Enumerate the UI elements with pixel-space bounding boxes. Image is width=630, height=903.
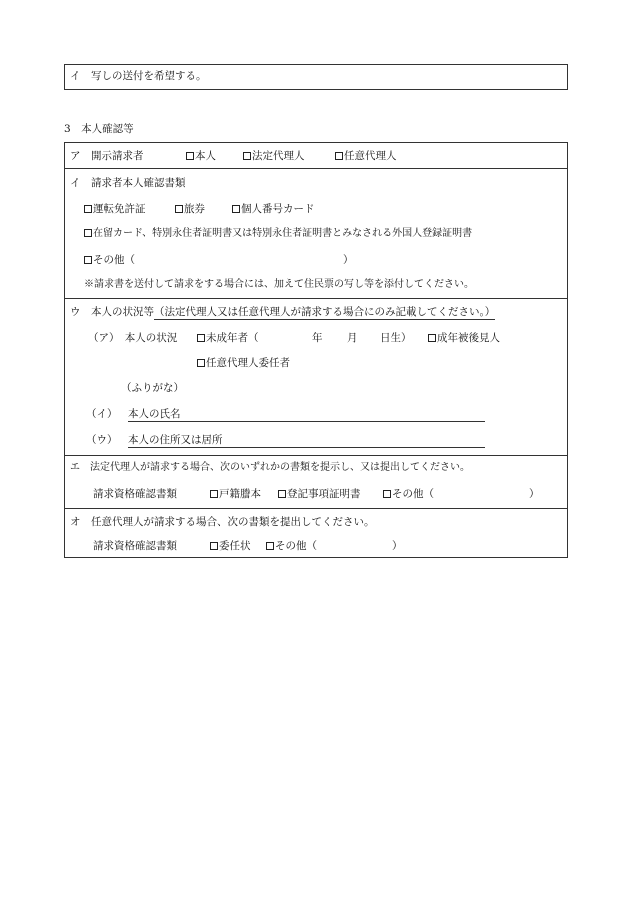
- id-docs-title: イ 請求者本人確認書類: [70, 177, 186, 189]
- id-doc-note: ※請求書を送付して請求をする場合には、加えて住民票の写し等を添付してください。: [84, 279, 474, 290]
- name-label: 本人の氏名: [128, 408, 181, 420]
- legal-doc-other-close: ）: [529, 488, 540, 500]
- requester-option-voluntary-agent[interactable]: 任意代理人: [335, 151, 397, 162]
- birth-year-unit: 年: [312, 332, 323, 344]
- address-index: （ウ）: [86, 434, 118, 446]
- checkbox[interactable]: [84, 205, 92, 213]
- id-doc-passport[interactable]: 旅券: [175, 204, 205, 215]
- checkbox[interactable]: [232, 205, 240, 213]
- voluntary-doc-other-close: ）: [392, 540, 403, 552]
- checkbox[interactable]: [175, 205, 183, 213]
- checkbox[interactable]: [266, 542, 274, 550]
- id-doc-residence-card[interactable]: 在留カード、特別永住者証明書又は特別永住者証明書とみなされる外国人登録証明書: [84, 229, 472, 239]
- requester-option-self[interactable]: 本人: [186, 151, 216, 162]
- birth-month-unit: 月: [347, 332, 358, 344]
- checkbox[interactable]: [278, 490, 286, 498]
- status-title-text: ウ 本人の状況等: [70, 306, 154, 318]
- section3-heading: 3 本人確認等: [64, 123, 134, 135]
- row-divider: [64, 508, 568, 509]
- checkbox[interactable]: [197, 359, 205, 367]
- checkbox[interactable]: [383, 490, 391, 498]
- status-label: （ア） 本人の状況: [88, 332, 178, 344]
- voluntary-agent-instructions: オ 任意代理人が請求する場合、次の書類を提出してください。: [70, 516, 375, 528]
- requester-label: ア 開示請求者: [70, 150, 144, 162]
- legal-agent-instructions: エ 法定代理人が請求する場合、次のいずれかの書類を提示し、又は提出してください。: [70, 462, 470, 473]
- voluntary-agent-docs-label: 請求資格確認書類: [93, 540, 177, 552]
- legal-agent-docs-label: 請求資格確認書類: [93, 488, 177, 500]
- checkbox[interactable]: [243, 152, 251, 160]
- id-doc-mynumber[interactable]: 個人番号カード: [232, 204, 315, 215]
- checkbox[interactable]: [84, 229, 92, 237]
- row-divider: [64, 298, 568, 299]
- id-doc-other-close: ）: [343, 254, 354, 266]
- checkbox[interactable]: [335, 152, 343, 160]
- name-field[interactable]: [128, 421, 485, 422]
- send-copy-text: イ 写しの送付を希望する。: [70, 70, 207, 82]
- requester-option-legal-agent[interactable]: 法定代理人: [243, 151, 305, 162]
- name-index: （イ）: [86, 408, 118, 420]
- checkbox[interactable]: [186, 152, 194, 160]
- id-doc-license[interactable]: 運転免許証: [84, 204, 146, 215]
- status-title: [70, 307, 495, 318]
- legal-doc-family-register[interactable]: 戸籍謄本: [210, 489, 261, 500]
- id-doc-other[interactable]: その他（: [84, 255, 135, 266]
- address-field[interactable]: [128, 447, 485, 448]
- checkbox[interactable]: [84, 256, 92, 264]
- status-option-proxy[interactable]: 任意代理人委任者: [197, 358, 290, 369]
- status-title-note: （法定代理人又は任意代理人が請求する場合にのみ記載してください。）: [154, 306, 496, 318]
- status-option-minor[interactable]: 未成年者（: [197, 333, 259, 344]
- legal-doc-other[interactable]: その他（: [383, 489, 434, 500]
- checkbox[interactable]: [428, 334, 436, 342]
- birth-day-unit: 日生）: [380, 332, 412, 344]
- furigana-label: （ふりがな）: [121, 382, 184, 394]
- checkbox[interactable]: [210, 542, 218, 550]
- address-label: 本人の住所又は居所: [128, 434, 223, 446]
- checkbox[interactable]: [210, 490, 218, 498]
- voluntary-doc-power-of-attorney[interactable]: 委任状: [210, 541, 251, 552]
- row-divider: [64, 455, 568, 456]
- row-divider: [64, 168, 568, 169]
- legal-doc-registry-cert[interactable]: 登記事項証明書: [278, 489, 361, 500]
- status-option-guardian[interactable]: 成年被後見人: [428, 333, 500, 344]
- checkbox[interactable]: [197, 334, 205, 342]
- voluntary-doc-other[interactable]: その他（: [266, 541, 317, 552]
